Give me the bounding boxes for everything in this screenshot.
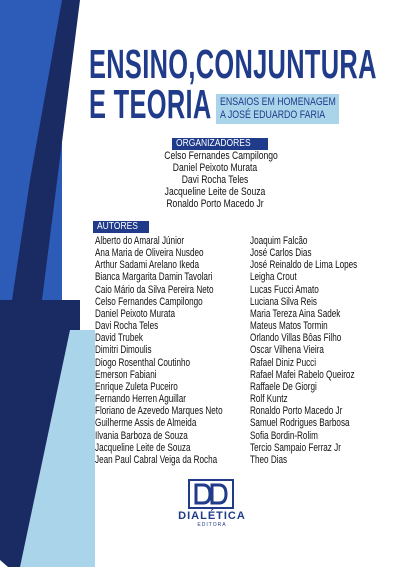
author-name: Alberto do Amaral Júnior [95,235,185,247]
author-name: Celso Fernandes Campilongo [95,295,203,308]
title-line-2: E TEORIA [89,81,212,127]
organizer-name: Daniel Peixoto Murata [172,162,258,174]
author-name: Theo Dias [250,453,288,466]
author-name: Ana Maria de Oliveira Nusdeo [95,247,204,260]
author-name: Arthur Sadami Arelano Ikeda [95,259,200,272]
author-name: Raffaele De Giorgi [250,380,317,393]
authors-right-column [250,235,395,466]
subtitle-box [216,94,339,124]
author-name: Jean Paul Cabral Veiga da Rocha [95,453,218,466]
author-name: Ilvania Barboza de Souza [95,429,188,442]
subtitle-line-2: A JOSÉ EDUARDO FARIA [220,109,326,121]
stripe-join [0,300,80,305]
authors-left-column [95,235,267,466]
author-name: Caio Mário da Silva Pereira Neto [95,283,214,296]
author-name: Enrique Zuleta Puceiro [95,380,178,393]
author-name: David Trubek [95,332,143,345]
author-name: José Carlos Dias [250,247,312,260]
author-name: Oscar Vilhena Vieira [250,344,324,357]
author-name: Samuel Rodrigues Barbosa [250,417,350,430]
author-name: Lucas Fucci Amato [250,283,319,296]
author-name: Tercio Sampaio Ferraz Jr [250,441,341,454]
author-name: Sofia Bordin-Rolim [250,429,318,442]
author-name: Daniel Peixoto Murata [95,307,176,320]
author-name: Fernando Herren Aguillar [95,393,186,406]
publisher-name: DIALÉTICA [178,510,246,522]
author-name: Maria Tereza Aina Sadek [250,307,341,320]
author-name: Ronaldo Porto Macedo Jr [250,405,343,418]
author-name: Jacqueline Leite de Souza [95,441,191,454]
author-name: Joaquim Falcão [250,235,308,247]
author-name: Davi Rocha Teles [95,320,159,333]
author-name: Rafael Diniz Pucci [250,356,317,369]
dd-monogram-logo-icon [188,479,234,509]
author-name: Orlando Villas Bôas Filho [250,332,342,345]
author-name: Rolf Kuntz [250,393,288,406]
organizers-list [150,150,280,210]
organizer-name: Davi Rocha Teles [181,174,249,186]
author-name: Diogo Rosenthal Coutinho [95,356,191,369]
author-name: Floriano de Azevedo Marques Neto [95,405,223,418]
author-name: Luciana Silva Reis [250,295,317,308]
author-name: Guilherme Assis de Almeida [95,417,197,430]
title-line-1: ENSINO,CONJUNTURA [89,41,377,87]
author-name: Dimitri Dimoulis [95,344,152,357]
author-name: José Reinaldo de Lima Lopes [250,259,358,272]
author-name: Mateus Matos Tormin [250,320,328,333]
subtitle-line-1: ENSAIOS EM HOMENAGEM [220,96,336,108]
publisher-sub: EDITORA [197,522,227,528]
author-name: Emerson Fabiani [95,368,157,381]
author-name: Rafael Mafei Rabelo Queiroz [250,368,355,381]
organizer-name: Celso Fernandes Campilongo [164,150,278,162]
organizers-label: ORGANIZADORES [172,138,268,150]
author-name: Leigha Crout [250,271,297,284]
organizer-name: Ronaldo Porto Macedo Jr [166,198,264,210]
authors-label: AUTORES [93,221,149,233]
author-name: Bianca Margarita Damin Tavolari [95,271,213,284]
organizer-name: Jacqueline Leite de Souza [164,186,266,198]
